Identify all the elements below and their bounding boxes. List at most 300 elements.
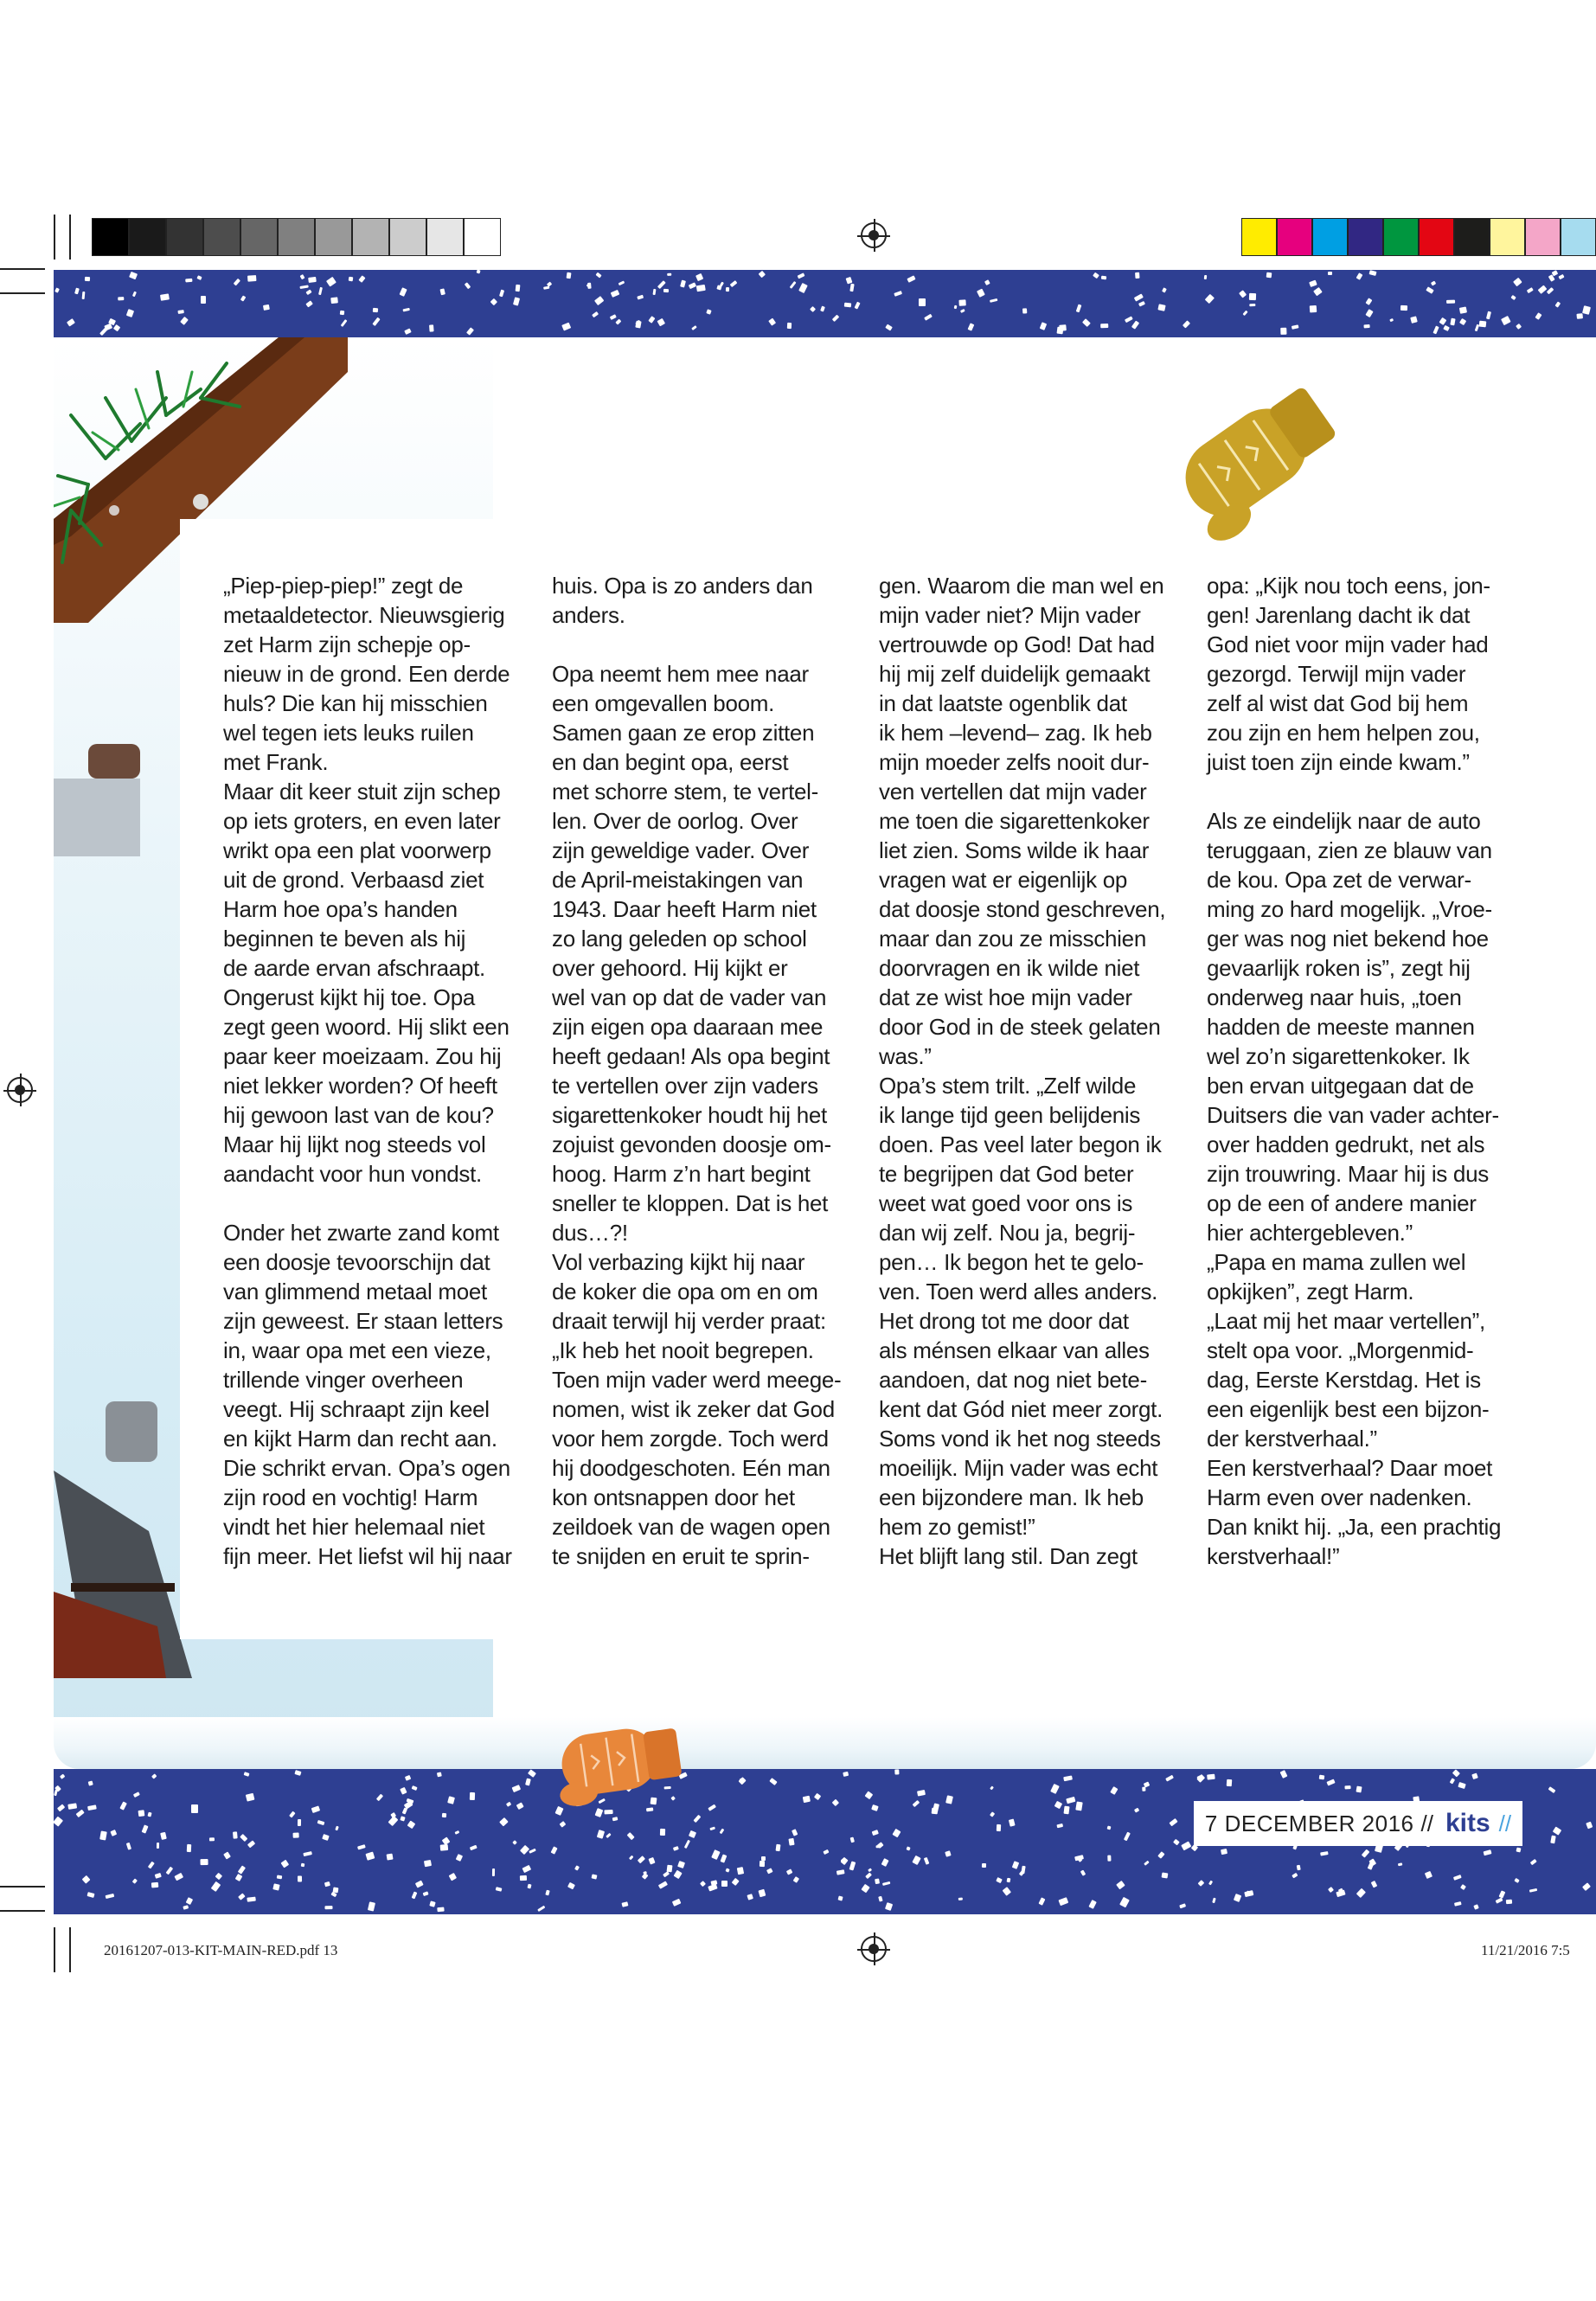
snowflake [960,309,965,313]
snowflake [567,1881,575,1888]
snowflake [790,281,797,289]
process-color-bar [1241,218,1596,256]
snowflake [1548,1786,1555,1793]
snowflake [759,1889,766,1898]
snowflake [341,319,348,327]
snowflake [1356,1785,1362,1792]
snowflake [1516,1847,1521,1852]
snowflake [1066,1797,1075,1804]
snowflake [520,1845,529,1856]
snowflake [810,306,816,312]
yellow-mitten-icon [1151,385,1358,549]
crop-mark [54,1927,55,1972]
snowflake [1310,280,1317,287]
snowflake [1426,286,1433,293]
snowflake [1538,285,1548,293]
issue-date: 7 DECEMBER 2016 [1204,1810,1414,1836]
snowflake [677,1861,685,1868]
snowflake [693,1815,701,1823]
snowflake [566,272,571,279]
snowflake [672,1846,679,1851]
snowflake [197,275,202,280]
snowflake [322,1834,329,1841]
snowflake [513,297,521,306]
snowflake [637,295,644,300]
snowflake [832,315,840,323]
snowflake [1439,317,1447,325]
snowflake [885,1902,893,1911]
snowflake [786,323,792,329]
snowflake [400,1786,407,1793]
snowflake [439,288,445,295]
snowflake [1582,1883,1591,1892]
snowflake [1157,304,1165,311]
snowflake [1205,293,1215,303]
snowflake [1116,1881,1125,1889]
snowflake [706,309,711,314]
snowflake [1183,320,1190,328]
snowflake [1181,1841,1191,1850]
crop-mark [0,268,45,270]
snowflake [813,1793,821,1801]
snowflake [1336,1890,1345,1898]
snowflake [1059,324,1067,331]
snowflake [606,1833,612,1838]
snowflake [895,1770,900,1775]
snowflake [1328,272,1332,275]
snowflake [129,271,138,279]
snowflake [711,1880,718,1885]
snowflake [720,1829,725,1835]
orange-mitten-icon [545,1717,692,1812]
snowflake [386,1854,393,1861]
snowflake [183,1905,189,1909]
snowflake [1401,305,1407,311]
snowflake [325,1906,333,1910]
snowflake [1486,311,1491,319]
snowflake [684,1840,690,1849]
snowflake [476,270,480,274]
snowflake [958,300,966,306]
snowflake [729,280,737,287]
snowflake [673,1869,683,1879]
paragraph: gen. Waarom die man wel en mijn vader niet? Mijn vader vertrouwde op God! Dat had hij mij zelf duidelijk gemaakt in dat laatste ogenblik dat ik hem –levend– zag. Ik heb mijn moeder zelfs nooit dur- ven vertellen dat mijn vader me toen die sigarettenkoker liet zien. Soms wilde ik haar vragen wat er eigenlijk op dat doosje stond geschreven, maar dan zou ze misschien doorvragen en ik wilde niet dat ze wist hoe mijn vader door God in de steek gelaten was.” [879,573,1166,1069]
color-swatch [1277,218,1312,256]
snowflake [110,1830,117,1836]
snowflake [1319,1775,1324,1780]
snowflake [1431,280,1436,285]
snowflake [626,1832,634,1840]
snowflake [1203,275,1207,279]
snowflake [1170,1818,1178,1826]
snowflake [161,293,170,301]
snowflake [1478,320,1485,326]
snowflake [907,1847,911,1852]
snowflake [1208,1773,1215,1779]
snowflake [1460,1884,1466,1890]
snowflake [1506,1900,1512,1905]
snowflake [663,289,668,293]
snowflake [759,271,766,278]
snowflake [982,1863,987,1868]
snowflake [412,1892,418,1900]
snowflake [849,284,855,292]
snowflake [1266,272,1272,279]
snowflake [788,1838,794,1846]
snowflake [1443,325,1450,332]
snowflake [990,298,998,302]
snowflake [619,280,625,285]
snowflake [1093,272,1099,279]
paragraph: Opa neemt hem mee naar een omgevallen boom. Samen gaan ze erop zitten en dan begint opa, eerst met schorre stem, te vertel- len. Over de oorlog. Over zijn geweldige vader. Over de April-meistakingen van 1943. Daar heeft Harm niet zo lang geleden op school over gehoord. Hij kijkt er wel van op dat de vader van zijn eigen opa daaraan mee heeft gedaan! Als opa begint te vertellen over zijn vaders sigarettenkoker houdt hij het zojuist gevonden doosje om- hoog. Harm z’n hart begint sneller te kloppen. Dat is het dus…?! [552,661,831,1246]
crop-mark [69,215,71,260]
snowflake [1162,287,1167,292]
snowflake [875,1879,880,1884]
snowflake [499,1817,508,1826]
snowflake [1120,1897,1130,1907]
snowflake [1135,272,1140,279]
snowflake [824,1849,830,1855]
snowflake [470,1792,476,1800]
color-swatch [278,218,315,256]
snowflake [1249,292,1256,299]
snowflake [769,1778,777,1785]
snowflake [506,1801,512,1806]
snowflake [496,1887,503,1892]
snowflake [1080,1870,1086,1876]
snowflake [238,1893,245,1900]
crop-mark [0,292,45,294]
grayscale-bar [92,218,501,256]
color-swatch [1454,218,1490,256]
snowflake [1367,1862,1374,1870]
color-swatch [464,218,501,256]
snowflake [466,327,474,335]
snowflake [1111,1786,1118,1795]
folio-separator: // [1498,1810,1512,1836]
snowflake [520,1875,527,1881]
snowflake [1313,287,1322,296]
snowflake [658,281,666,289]
snowflake [1471,1772,1478,1779]
color-swatch [1561,218,1596,256]
color-swatch [1490,218,1525,256]
snowflake [1453,1875,1461,1881]
snowflake [1433,325,1439,334]
snowflake [54,287,60,292]
snowflake [376,1794,383,1802]
snowflake [1107,1826,1112,1830]
paragraph: „Laat mij het maar vertellen”, stelt opa voor. „Morgenmid- dag, Eerste Kerstdag. Het is een eigenlijk best een bijzon- der kerstverhaal.” [1207,1308,1490,1452]
snowflake [1552,270,1558,276]
snowflake [923,1857,929,1865]
snowflake [298,1875,303,1881]
snowflake [430,324,434,331]
snowflake [1056,1823,1063,1829]
snowflake [1363,324,1369,329]
snowflake [1474,1905,1480,1911]
snowflake [373,307,378,311]
snowflake [449,1873,457,1881]
snowflake [1280,327,1286,334]
snowflake [1246,1890,1250,1895]
magazine-logo: kits [1445,1809,1490,1837]
color-swatch [203,218,240,256]
snowflake [1133,1807,1139,1812]
crop-mark [0,1886,45,1888]
snowflake [968,323,975,330]
snowflake [1309,305,1317,312]
snowflake [330,298,338,304]
snowflake [1165,1775,1174,1782]
snowflake [106,1894,115,1899]
snowflake [247,1840,255,1848]
snowflake [529,1848,536,1853]
snowflake [456,1854,463,1862]
snowflake [238,1866,246,1875]
snowflake [119,1802,127,1811]
snowflake [1124,1832,1131,1841]
snowflake [1425,1871,1433,1879]
snowflake [75,1810,85,1818]
snowflake [854,301,860,309]
snowflake [635,321,641,328]
snowflake [689,1830,697,1838]
snowflake [1063,1776,1073,1782]
snowflake [876,1845,881,1848]
snow-bank [54,1717,1596,1769]
snowflake [82,292,86,299]
snowflake [299,274,304,279]
snowflake [522,1864,531,1872]
snowflake [429,1900,435,1907]
snowflake [82,1875,91,1884]
snowflake [191,1804,197,1813]
color-swatch [129,218,166,256]
snowflake [912,1800,920,1807]
snowflake [996,1877,1002,1883]
snowflake [865,1791,874,1800]
registration-mark-icon [7,1077,33,1103]
snowflake [85,276,90,280]
snowflake [407,1821,416,1830]
snowflake [1366,309,1374,317]
snowflake [359,275,366,282]
snowflake [243,1772,249,1778]
snowflake [263,304,270,311]
snowflake [731,1877,740,1886]
snowflake [201,296,207,304]
snowflake [1161,1873,1168,1879]
snowflake [240,1834,248,1842]
snowflake [700,1881,706,1887]
crop-mark [0,1910,45,1912]
snowflake [437,1772,442,1778]
snowflake [305,301,313,309]
snowflake [422,1891,428,1896]
snowflake [649,316,656,323]
snowflake [126,309,134,317]
color-swatch [352,218,389,256]
snowflake [997,1824,1001,1831]
snowflake [317,1820,324,1825]
snowflake [118,297,124,300]
snowflake [126,1843,131,1849]
snowflake [324,1881,330,1887]
sled-illustration [54,727,192,1678]
snowflake [1012,1861,1019,1869]
snowflake [174,1873,183,1881]
snowflake [1510,295,1516,300]
snowflake [1361,1849,1369,1858]
snowflake [1582,305,1591,315]
snowflake [528,1770,536,1778]
snowflake [885,324,893,331]
snowflake [688,282,695,289]
snowflake [1320,1851,1329,1856]
snowflake [301,1863,305,1868]
snowflake [550,1846,557,1855]
snowflake [187,1844,191,1852]
snowflake [1530,1859,1536,1865]
snowflake [1040,322,1047,330]
snowflake [720,1855,727,1863]
snowflake [298,1819,301,1826]
snowflake [1516,324,1522,330]
snowflake [1100,324,1109,328]
snowflake [318,287,323,295]
snowflake [610,314,617,319]
snowflake [1586,1822,1593,1829]
snowflake [180,317,189,325]
snowflake [1157,1851,1164,1858]
snowflake [1234,1894,1242,1902]
snowflake [1064,1805,1070,1814]
snowflake [388,1816,398,1826]
snowflake [560,1821,567,1828]
snowflake [132,291,137,297]
snowflake [958,1898,963,1900]
snowflake [1143,1787,1146,1791]
snowflake [1179,1903,1186,1909]
snowflake [945,1795,953,1804]
snowflake [235,1874,243,1881]
snowflake [1345,1785,1351,1790]
snowflake [1221,1849,1227,1855]
snowflake [721,1881,727,1887]
snowflake [865,1872,872,1879]
snowflake [1131,321,1139,330]
snowflake [132,1878,138,1883]
snowflake [610,289,619,297]
snowflake [247,1897,255,1903]
snowflake [1356,1888,1366,1898]
snowflake [1398,1862,1402,1866]
snowflake [1125,317,1134,324]
snowflake [223,1852,231,1860]
snowflake [696,285,706,292]
snowflake [349,277,353,282]
paragraph: Maar dit keer stuit zijn schep op iets groters, en even later wrikt opa een plat voorwerp uit de grond. Verbaasd ziet Harm hoe opa’s handen beginnen te beven als hij de aarde ervan afschraapt. Ongerust kijkt hij toe. Opa zegt geen woord. Hij slikt een paar keer moeizaam. Zou hij niet lekker worden? Of heeft hij gewoon last van de kou? Maar hij lijkt nog steeds vol aandacht voor hun vondst. [223,779,510,1187]
snowflake [248,275,257,282]
snowflake [1239,291,1247,299]
snowflake [211,1881,221,1892]
snowflake [776,1843,781,1851]
snowflake [245,1793,254,1802]
snowflake [667,272,671,276]
snowflake [1514,1878,1520,1883]
snowflake [415,1881,423,1888]
snowflake [1501,316,1510,325]
paragraph: Vol verbazing kijkt hij naar de koker die opa om en om draait terwijl hij verder praat: „Ik heb het nooit begrepen. Toen mijn vader werd meege- nomen, wist ik zeker dat God voor hem zorgde. Toch werd hij doodgeschoten. Eén man kon ontsnappen door het zeildoek van de wagen open te snijden en eruit te sprin- [552,1249,842,1569]
snowflake [1173,1838,1179,1844]
snowflake [527,1884,531,1889]
snowflake [871,1804,879,1811]
color-swatch [1241,218,1277,256]
snowflake [820,306,825,312]
snowflake [515,284,520,292]
snowflake [1483,1849,1491,1856]
snowflake [666,1864,672,1872]
snowflake [88,1780,93,1785]
snowflake [1054,1801,1062,1809]
snowflake [437,1907,445,1911]
snowflake [151,1882,159,1888]
snowflake [1452,1769,1460,1777]
snowflake [924,314,933,321]
snowflake [516,1802,523,1810]
snowflake [990,1812,996,1818]
snowflake [490,298,497,305]
page-folio [1194,1801,1522,1846]
snowflake [340,311,345,316]
snowflake [1059,1897,1069,1906]
snowflake [1198,1881,1205,1888]
snowflake [871,1830,879,1836]
snowflake [1039,1898,1046,1906]
snowflake [60,1773,66,1779]
registration-mark-icon [861,222,887,248]
snowflake [1242,311,1248,317]
snowflake [648,1857,655,1864]
snowflake [628,1856,633,1861]
snowflake [726,287,729,292]
snowflake [74,287,80,294]
snowflake [832,1799,839,1806]
snowflake [638,1856,645,1863]
snowflake [843,1772,849,1778]
snowflake [1558,274,1564,279]
snowflake [844,303,851,308]
snowflake [1527,287,1534,293]
snowflake [499,290,505,298]
snowflake [1554,302,1560,308]
snowflake [837,1895,843,1901]
article-column-3 [879,571,1195,1571]
paragraph: Het blijft lang stil. Dan zegt [879,1543,1138,1569]
snowflake [400,1816,406,1821]
snowflake [892,1828,901,1836]
snowflake [747,1894,753,1900]
snowflake [711,1849,720,1860]
snowflake [849,1861,856,1870]
snowflake [1007,1878,1011,1882]
snowflake [308,276,317,282]
snowflake [1454,1901,1462,1907]
snowflake [597,1830,606,1839]
paragraph: opa: „Kijk nou toch eens, jon- gen! Jarenlang dacht ik dat God niet voor mijn vader had gezorgd. Terwijl mijn vader zelf al wist dat God bij hem zou zijn en hem helpen zou, juist toen zijn einde kwam.” [1207,573,1490,775]
snowflake [1410,317,1418,324]
